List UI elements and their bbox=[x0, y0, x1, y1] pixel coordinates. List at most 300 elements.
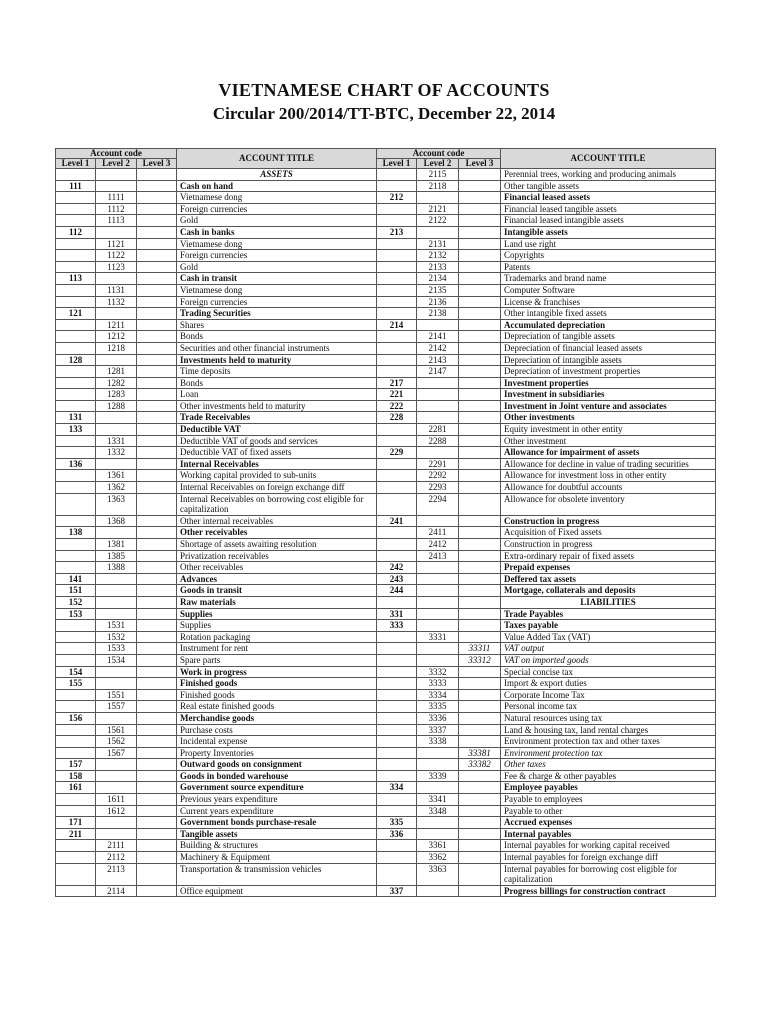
table-row bbox=[56, 817, 716, 829]
table-row bbox=[56, 226, 716, 238]
right-level2-cell bbox=[417, 400, 459, 412]
table-row bbox=[56, 840, 716, 852]
left-level1-cell bbox=[56, 493, 96, 515]
right-account-title-cell: Personal income tax bbox=[501, 701, 716, 713]
left-level1-cell bbox=[56, 296, 96, 308]
left-account-title-cell: Working capital provided to sub-units bbox=[177, 470, 377, 482]
right-account-title-cell: Allowance for doubtful accounts bbox=[501, 482, 716, 494]
right-level1-cell: 242 bbox=[377, 562, 417, 574]
left-level1-cell bbox=[56, 400, 96, 412]
right-level3-cell bbox=[459, 377, 501, 389]
left-level2-cell bbox=[96, 596, 137, 608]
left-level2-cell bbox=[96, 527, 137, 539]
table-row bbox=[56, 805, 716, 817]
document-subtitle: Circular 200/2014/TT-BTC, December 22, 2014 bbox=[212, 104, 556, 123]
right-level3-cell bbox=[459, 562, 501, 574]
right-level1-cell: 335 bbox=[377, 817, 417, 829]
right-level1-cell bbox=[377, 250, 417, 262]
left-level3-cell bbox=[137, 238, 177, 250]
left-account-code-header: Account code bbox=[56, 149, 177, 159]
right-level3-cell bbox=[459, 331, 501, 343]
right-level1-cell bbox=[377, 631, 417, 643]
left-account-title-cell: Gold bbox=[177, 261, 377, 273]
right-level2-cell: 2411 bbox=[417, 527, 459, 539]
right-level3-cell bbox=[459, 817, 501, 829]
left-account-title-cell: Other investments held to maturity bbox=[177, 400, 377, 412]
right-level3-cell bbox=[459, 319, 501, 331]
left-account-title-cell: Other receivables bbox=[177, 562, 377, 574]
left-level3-cell bbox=[137, 342, 177, 354]
table-row bbox=[56, 366, 716, 378]
right-account-title-cell: Intangible assets bbox=[501, 226, 716, 238]
right-level1-header: Level 1 bbox=[377, 159, 417, 169]
left-account-title-cell: Raw materials bbox=[177, 596, 377, 608]
left-level2-cell: 1332 bbox=[96, 447, 137, 459]
right-level3-cell bbox=[459, 805, 501, 817]
left-level3-cell bbox=[137, 412, 177, 424]
left-level3-cell bbox=[137, 319, 177, 331]
right-level3-cell: 33311 bbox=[459, 643, 501, 655]
right-level3-cell bbox=[459, 840, 501, 852]
right-level1-cell bbox=[377, 852, 417, 864]
left-level3-cell bbox=[137, 654, 177, 666]
left-level2-cell: 1381 bbox=[96, 539, 137, 551]
left-level2-cell bbox=[96, 458, 137, 470]
right-level2-cell bbox=[417, 192, 459, 204]
left-level1-cell: 155 bbox=[56, 678, 96, 690]
table-row bbox=[56, 759, 716, 771]
left-level2-cell bbox=[96, 226, 137, 238]
left-level3-cell bbox=[137, 562, 177, 574]
right-level2-cell: 3363 bbox=[417, 863, 459, 885]
table-row bbox=[56, 203, 716, 215]
left-level2-cell: 1551 bbox=[96, 689, 137, 701]
left-level3-cell bbox=[137, 782, 177, 794]
right-level1-cell: 334 bbox=[377, 782, 417, 794]
right-level1-cell bbox=[377, 643, 417, 655]
right-level2-cell bbox=[417, 782, 459, 794]
left-level2-cell: 1331 bbox=[96, 435, 137, 447]
table-row bbox=[56, 631, 716, 643]
left-level1-cell bbox=[56, 631, 96, 643]
table-row bbox=[56, 296, 716, 308]
left-level3-cell bbox=[137, 180, 177, 192]
table-row bbox=[56, 458, 716, 470]
left-account-title-cell: Investments held to maturity bbox=[177, 354, 377, 366]
right-level3-cell bbox=[459, 620, 501, 632]
right-level2-cell: 2293 bbox=[417, 482, 459, 494]
right-level2-cell: 2131 bbox=[417, 238, 459, 250]
left-level1-cell bbox=[56, 620, 96, 632]
right-level1-cell bbox=[377, 458, 417, 470]
left-account-title-cell: Shares bbox=[177, 319, 377, 331]
right-level2-cell bbox=[417, 817, 459, 829]
right-account-title-cell: Allowance for investment loss in other entity bbox=[501, 470, 716, 482]
left-level3-cell bbox=[137, 759, 177, 771]
left-level2-cell bbox=[96, 759, 137, 771]
right-level3-cell bbox=[459, 539, 501, 551]
left-account-title-header: ACCOUNT TITLE bbox=[177, 149, 377, 169]
table-row bbox=[56, 828, 716, 840]
right-level3-cell bbox=[459, 296, 501, 308]
table-row bbox=[56, 319, 716, 331]
right-level2-cell: 3332 bbox=[417, 666, 459, 678]
left-level2-cell bbox=[96, 828, 137, 840]
right-level3-cell: 33382 bbox=[459, 759, 501, 771]
left-level2-cell: 1562 bbox=[96, 736, 137, 748]
left-level3-cell bbox=[137, 400, 177, 412]
right-account-title-cell: Equity investment in other entity bbox=[501, 424, 716, 436]
table-row bbox=[56, 308, 716, 320]
left-level3-cell bbox=[137, 736, 177, 748]
right-level3-cell bbox=[459, 273, 501, 285]
table-row bbox=[56, 608, 716, 620]
right-account-title-cell: Depreciation of tangible assets bbox=[501, 331, 716, 343]
left-level1-cell bbox=[56, 447, 96, 459]
left-account-title-cell: Goods in transit bbox=[177, 585, 377, 597]
right-account-title-cell: Financial leased tangible assets bbox=[501, 203, 716, 215]
right-level2-cell: 2288 bbox=[417, 435, 459, 447]
right-account-title-cell: Taxes payable bbox=[501, 620, 716, 632]
right-level2-cell: 2142 bbox=[417, 342, 459, 354]
right-account-title-cell: Internal payables for foreign exchange diff bbox=[501, 852, 716, 864]
left-level1-cell bbox=[56, 852, 96, 864]
table-row bbox=[56, 643, 716, 655]
left-level1-cell bbox=[56, 238, 96, 250]
right-level3-cell bbox=[459, 573, 501, 585]
right-account-title-cell: License & franchises bbox=[501, 296, 716, 308]
left-level2-cell bbox=[96, 354, 137, 366]
right-account-title-cell: Environment protection tax bbox=[501, 747, 716, 759]
right-level1-cell bbox=[377, 805, 417, 817]
right-account-title-cell: Other investments bbox=[501, 412, 716, 424]
left-level1-cell bbox=[56, 701, 96, 713]
right-level1-cell bbox=[377, 331, 417, 343]
right-level1-cell bbox=[377, 169, 417, 181]
left-level1-cell bbox=[56, 643, 96, 655]
left-level3-cell bbox=[137, 284, 177, 296]
right-level1-cell bbox=[377, 493, 417, 515]
right-level3-cell bbox=[459, 482, 501, 494]
left-level3-cell bbox=[137, 689, 177, 701]
right-level1-cell: 222 bbox=[377, 400, 417, 412]
right-level1-cell bbox=[377, 794, 417, 806]
left-level3-cell bbox=[137, 527, 177, 539]
left-level2-cell: 1368 bbox=[96, 515, 137, 527]
right-account-title-cell: Progress billings for construction contract bbox=[501, 885, 716, 897]
left-level3-cell bbox=[137, 724, 177, 736]
right-level1-cell: 244 bbox=[377, 585, 417, 597]
left-level2-cell: 2113 bbox=[96, 863, 137, 885]
right-level3-cell bbox=[459, 770, 501, 782]
right-level3-cell bbox=[459, 712, 501, 724]
left-level1-cell bbox=[56, 736, 96, 748]
left-level1-cell bbox=[56, 805, 96, 817]
left-level1-cell bbox=[56, 203, 96, 215]
right-level2-cell bbox=[417, 226, 459, 238]
right-level3-cell bbox=[459, 666, 501, 678]
right-level1-cell: 241 bbox=[377, 515, 417, 527]
left-level3-cell bbox=[137, 596, 177, 608]
right-account-title-cell: Depreciation of financial leased assets bbox=[501, 342, 716, 354]
right-level3-cell bbox=[459, 284, 501, 296]
left-level2-cell bbox=[96, 585, 137, 597]
right-level3-cell bbox=[459, 527, 501, 539]
left-account-title-cell: Internal Receivables on foreign exchange diff bbox=[177, 482, 377, 494]
accounts-table-body bbox=[56, 169, 716, 897]
right-account-title-cell: Trademarks and brand name bbox=[501, 273, 716, 285]
left-level3-cell bbox=[137, 863, 177, 885]
right-level3-header: Level 3 bbox=[459, 159, 501, 169]
right-account-title-cell: Value Added Tax (VAT) bbox=[501, 631, 716, 643]
right-level3-cell bbox=[459, 366, 501, 378]
right-level2-cell bbox=[417, 377, 459, 389]
right-level2-cell: 2138 bbox=[417, 308, 459, 320]
left-level1-cell bbox=[56, 319, 96, 331]
left-account-title-cell: Deductible VAT bbox=[177, 424, 377, 436]
left-level2-cell: 1121 bbox=[96, 238, 137, 250]
table-row bbox=[56, 678, 716, 690]
left-level3-cell bbox=[137, 805, 177, 817]
right-level1-cell bbox=[377, 366, 417, 378]
right-level3-cell bbox=[459, 354, 501, 366]
left-level1-cell bbox=[56, 435, 96, 447]
right-level1-cell: 229 bbox=[377, 447, 417, 459]
left-level2-cell: 1531 bbox=[96, 620, 137, 632]
left-account-title-cell: ASSETS bbox=[177, 169, 377, 181]
right-level3-cell bbox=[459, 689, 501, 701]
left-level3-cell bbox=[137, 550, 177, 562]
right-level1-cell bbox=[377, 424, 417, 436]
left-level2-cell: 1361 bbox=[96, 470, 137, 482]
left-level3-cell bbox=[137, 424, 177, 436]
right-level1-cell bbox=[377, 759, 417, 771]
left-level2-cell bbox=[96, 666, 137, 678]
left-account-title-cell: Government source expenditure bbox=[177, 782, 377, 794]
right-level1-cell bbox=[377, 550, 417, 562]
left-level1-cell bbox=[56, 515, 96, 527]
right-level1-cell: 217 bbox=[377, 377, 417, 389]
left-level3-cell bbox=[137, 331, 177, 343]
left-level1-cell: 156 bbox=[56, 712, 96, 724]
right-account-title-cell: Other tangible assets bbox=[501, 180, 716, 192]
document-title: VIETNAMESE CHART OF ACCOUNTS bbox=[218, 80, 550, 100]
right-level3-cell bbox=[459, 458, 501, 470]
left-level2-cell: 2111 bbox=[96, 840, 137, 852]
left-account-title-cell: Internal Receivables on borrowing cost eligible for capitalization bbox=[177, 493, 377, 515]
left-level3-cell bbox=[137, 192, 177, 204]
right-account-title-cell: Employee payables bbox=[501, 782, 716, 794]
left-level1-cell: 211 bbox=[56, 828, 96, 840]
left-level2-cell: 1534 bbox=[96, 654, 137, 666]
right-level3-cell bbox=[459, 215, 501, 227]
left-level3-cell bbox=[137, 573, 177, 585]
right-level1-cell bbox=[377, 527, 417, 539]
table-row bbox=[56, 794, 716, 806]
left-account-title-cell: Supplies bbox=[177, 608, 377, 620]
right-level2-cell: 2281 bbox=[417, 424, 459, 436]
right-level2-cell bbox=[417, 885, 459, 897]
right-level1-cell: 212 bbox=[377, 192, 417, 204]
right-account-title-cell: Computer Software bbox=[501, 284, 716, 296]
table-row bbox=[56, 273, 716, 285]
left-level1-header: Level 1 bbox=[56, 159, 96, 169]
right-level1-cell bbox=[377, 747, 417, 759]
left-level3-cell bbox=[137, 470, 177, 482]
left-level1-cell: 158 bbox=[56, 770, 96, 782]
table-row bbox=[56, 284, 716, 296]
right-level1-cell bbox=[377, 354, 417, 366]
right-account-title-cell: Construction in progress bbox=[501, 539, 716, 551]
table-row bbox=[56, 596, 716, 608]
right-level1-cell bbox=[377, 678, 417, 690]
left-level2-cell: 2114 bbox=[96, 885, 137, 897]
table-row bbox=[56, 180, 716, 192]
right-level3-cell bbox=[459, 226, 501, 238]
left-level2-cell: 1611 bbox=[96, 794, 137, 806]
right-level1-cell bbox=[377, 689, 417, 701]
left-level2-cell bbox=[96, 608, 137, 620]
table-row bbox=[56, 885, 716, 897]
left-level2-cell: 1612 bbox=[96, 805, 137, 817]
left-level1-cell bbox=[56, 482, 96, 494]
right-level1-cell bbox=[377, 666, 417, 678]
left-level2-cell bbox=[96, 308, 137, 320]
table-row bbox=[56, 782, 716, 794]
left-account-title-cell: Vietnamese dong bbox=[177, 238, 377, 250]
left-level1-cell: 121 bbox=[56, 308, 96, 320]
left-level1-cell: 161 bbox=[56, 782, 96, 794]
left-account-title-cell: Bonds bbox=[177, 377, 377, 389]
left-level2-cell: 1211 bbox=[96, 319, 137, 331]
right-account-title-cell: Mortgage, collaterals and deposits bbox=[501, 585, 716, 597]
left-account-title-cell: Spare parts bbox=[177, 654, 377, 666]
table-row bbox=[56, 724, 716, 736]
table-row bbox=[56, 620, 716, 632]
right-level3-cell bbox=[459, 342, 501, 354]
right-account-title-cell: LIABILITIES bbox=[501, 596, 716, 608]
left-level2-cell: 1212 bbox=[96, 331, 137, 343]
left-account-title-cell: Transportation & transmission vehicles bbox=[177, 863, 377, 885]
left-account-title-cell: Internal Receivables bbox=[177, 458, 377, 470]
right-account-title-cell: Deffered tax assets bbox=[501, 573, 716, 585]
left-level1-cell bbox=[56, 539, 96, 551]
left-level3-cell bbox=[137, 608, 177, 620]
left-level2-cell bbox=[96, 412, 137, 424]
right-account-title-cell: Copyrights bbox=[501, 250, 716, 262]
right-level2-cell: 2412 bbox=[417, 539, 459, 551]
right-level3-cell bbox=[459, 308, 501, 320]
right-level2-cell: 2132 bbox=[417, 250, 459, 262]
left-level1-cell bbox=[56, 724, 96, 736]
left-account-title-cell: Shortage of assets awaiting resolution bbox=[177, 539, 377, 551]
right-account-title-cell: Financial leased intangible assets bbox=[501, 215, 716, 227]
left-level3-cell bbox=[137, 435, 177, 447]
left-level1-cell: 113 bbox=[56, 273, 96, 285]
right-level1-cell bbox=[377, 712, 417, 724]
left-level1-cell bbox=[56, 261, 96, 273]
table-row bbox=[56, 689, 716, 701]
right-level2-cell bbox=[417, 573, 459, 585]
left-level3-cell bbox=[137, 169, 177, 181]
table-row bbox=[56, 482, 716, 494]
left-level1-cell: 153 bbox=[56, 608, 96, 620]
left-account-title-cell: Trade Receivables bbox=[177, 412, 377, 424]
right-level2-cell bbox=[417, 389, 459, 401]
left-level1-cell bbox=[56, 169, 96, 181]
right-level3-cell bbox=[459, 736, 501, 748]
table-row bbox=[56, 701, 716, 713]
right-account-title-cell: VAT on imported goods bbox=[501, 654, 716, 666]
right-account-title-cell: Construction in progress bbox=[501, 515, 716, 527]
right-level3-cell bbox=[459, 608, 501, 620]
right-account-title-cell: Allowance for impairment of assets bbox=[501, 447, 716, 459]
left-level2-cell bbox=[96, 273, 137, 285]
left-level2-cell: 1567 bbox=[96, 747, 137, 759]
right-account-title-cell: Corporate Income Tax bbox=[501, 689, 716, 701]
right-level2-cell: 2122 bbox=[417, 215, 459, 227]
right-level2-cell bbox=[417, 319, 459, 331]
left-account-title-cell: Real estate finished goods bbox=[177, 701, 377, 713]
right-level1-cell bbox=[377, 863, 417, 885]
left-level3-cell bbox=[137, 308, 177, 320]
left-level3-cell bbox=[137, 678, 177, 690]
left-account-title-cell: Cash on hand bbox=[177, 180, 377, 192]
right-level2-cell: 3336 bbox=[417, 712, 459, 724]
right-account-title-cell: Accrued expenses bbox=[501, 817, 716, 829]
right-level1-cell bbox=[377, 238, 417, 250]
right-account-title-cell: Special concise tax bbox=[501, 666, 716, 678]
left-account-title-cell: Machinery & Equipment bbox=[177, 852, 377, 864]
left-level3-cell bbox=[137, 620, 177, 632]
right-level1-cell: 214 bbox=[377, 319, 417, 331]
right-level1-cell bbox=[377, 701, 417, 713]
left-account-title-cell: Other internal receivables bbox=[177, 515, 377, 527]
right-level3-cell bbox=[459, 412, 501, 424]
right-level3-cell bbox=[459, 435, 501, 447]
table-row bbox=[56, 585, 716, 597]
left-level1-cell bbox=[56, 331, 96, 343]
right-level2-cell bbox=[417, 608, 459, 620]
right-level1-cell: 243 bbox=[377, 573, 417, 585]
right-level3-cell bbox=[459, 852, 501, 864]
table-row bbox=[56, 562, 716, 574]
left-level2-cell bbox=[96, 424, 137, 436]
right-account-title-cell: Other investment bbox=[501, 435, 716, 447]
right-level2-cell: 2118 bbox=[417, 180, 459, 192]
left-level2-cell: 1385 bbox=[96, 550, 137, 562]
left-level3-cell bbox=[137, 482, 177, 494]
right-level2-cell bbox=[417, 412, 459, 424]
right-level2-cell: 2292 bbox=[417, 470, 459, 482]
left-level1-cell bbox=[56, 840, 96, 852]
right-account-title-cell: Internal payables for borrowing cost eligible for capitalization bbox=[501, 863, 716, 885]
left-level3-cell bbox=[137, 794, 177, 806]
table-row bbox=[56, 331, 716, 343]
left-level1-cell bbox=[56, 863, 96, 885]
right-level1-cell bbox=[377, 539, 417, 551]
left-level1-cell: 171 bbox=[56, 817, 96, 829]
table-row bbox=[56, 400, 716, 412]
right-account-title-cell: Land & housing tax, land rental charges bbox=[501, 724, 716, 736]
right-level3-cell bbox=[459, 678, 501, 690]
left-account-title-cell: Instrument for rent bbox=[177, 643, 377, 655]
left-level1-cell bbox=[56, 284, 96, 296]
table-row bbox=[56, 215, 716, 227]
right-level2-cell: 3333 bbox=[417, 678, 459, 690]
left-level3-cell bbox=[137, 885, 177, 897]
left-account-title-cell: Foreign currencies bbox=[177, 296, 377, 308]
